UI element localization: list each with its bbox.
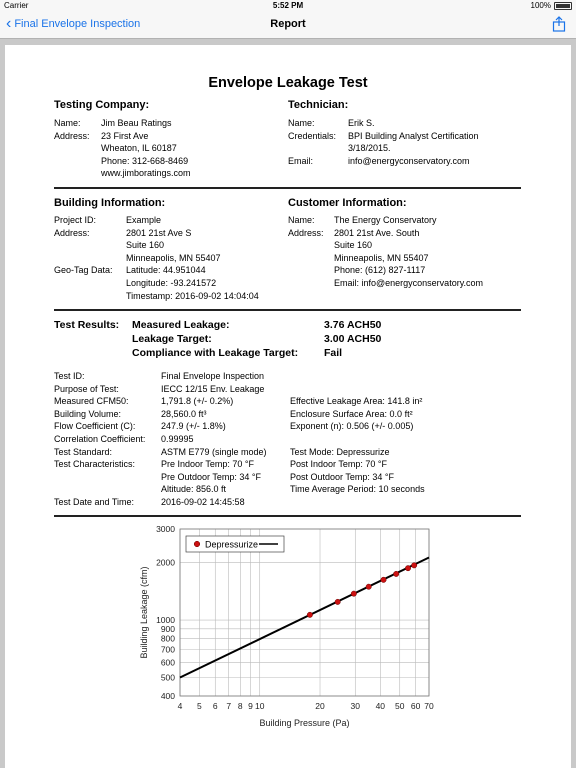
fit-line — [180, 557, 429, 677]
test-date-value: 2016-09-02 14:45:58 — [161, 497, 245, 507]
leakage-target-label: Leakage Target: — [132, 333, 212, 345]
x-tick-label: 5 — [197, 701, 202, 711]
project-id-label: Project ID: — [54, 215, 97, 225]
detail-value: 0.99995 — [161, 434, 194, 444]
leakage-chart — [5, 45, 571, 768]
status-bar — [0, 0, 576, 12]
report-title: Envelope Leakage Test — [208, 75, 368, 91]
measured-leakage-label: Measured Leakage: — [132, 319, 230, 331]
y-axis-label: Building Leakage (cfm) — [139, 566, 149, 659]
data-point — [307, 612, 312, 617]
x-tick-label: 40 — [375, 701, 386, 711]
customer-address-label: Address: — [288, 227, 324, 238]
tech-cred-label: Credentials: — [288, 130, 337, 141]
navigation-bar — [0, 12, 576, 39]
tech-email-label: Email: — [288, 155, 314, 166]
report-page — [5, 45, 571, 768]
plot-frame — [180, 529, 429, 696]
detail-label: Test Characteristics: — [54, 459, 136, 470]
carrier-label: Carrier — [4, 1, 29, 10]
detail-label: Building Volume: — [54, 408, 122, 419]
detail-value: Pre Indoor Temp: 70 °F — [161, 459, 254, 470]
tech-cred-1: BPI Building Analyst Certification — [348, 130, 479, 141]
y-tick-label: 500 — [160, 672, 175, 683]
longitude: Longitude: -93.241572 — [126, 278, 217, 288]
tc-phone: Phone: 312-668-8469 — [101, 155, 189, 166]
geo-tag-label: Geo-Tag Data: — [54, 265, 113, 276]
chart-legend — [186, 536, 284, 552]
detail-value: 1,791.8 (+/- 0.2%) — [161, 396, 234, 407]
y-tick-label: 1000 — [156, 615, 175, 626]
data-point — [351, 591, 356, 596]
measured-leakage-value: 3.76 ACH50 — [324, 319, 382, 331]
back-label: Final Envelope Inspection — [14, 18, 141, 30]
detail-label: Test ID: — [54, 371, 85, 381]
detail-label: Correlation Coefficient: — [54, 434, 146, 444]
customer-name: The Energy Conservatory — [334, 215, 437, 225]
project-id: Example — [126, 215, 162, 225]
x-tick-label: 8 — [237, 701, 243, 711]
customer-address-2: Suite 160 — [334, 240, 373, 251]
data-point — [335, 599, 340, 604]
data-point — [411, 563, 416, 568]
detail-value: 28,560.0 ft³ — [161, 408, 207, 419]
y-tick-label: 900 — [160, 623, 175, 634]
tech-name-label: Name: — [288, 118, 315, 128]
tc-address-1: 23 First Ave — [101, 130, 149, 141]
x-tick-label: 6 — [212, 701, 218, 711]
latitude: Latitude: 44.951044 — [126, 265, 206, 276]
test-date-label: Test Date and Time: — [54, 497, 135, 507]
chart-grid — [180, 529, 429, 696]
x-tick-label: 70 — [424, 701, 434, 711]
customer-name-label: Name: — [288, 215, 315, 225]
report-document — [5, 45, 571, 768]
tc-name-label: Name: — [54, 118, 81, 128]
building-address-2: Suite 160 — [126, 240, 165, 251]
detail-value: Final Envelope Inspection — [161, 371, 265, 381]
detail-right: Enclosure Surface Area: 0.0 ft² — [290, 408, 413, 419]
tech-cred-2: 3/18/2015. — [348, 143, 391, 154]
building-address-3: Minneapolis, MN 55407 — [126, 252, 221, 263]
detail-right: Time Average Period: 10 seconds — [290, 484, 425, 495]
detail-value: IECC 12/15 Env. Leakage — [161, 383, 265, 394]
detail-value: ASTM E779 (single mode) — [161, 446, 267, 457]
y-tick-label: 700 — [160, 644, 175, 655]
x-tick-label: 60 — [410, 701, 421, 711]
compliance-label: Compliance with Leakage Target: — [132, 347, 299, 359]
y-tick-label: 800 — [160, 633, 175, 644]
x-axis-label: Building Pressure (Pa) — [259, 718, 350, 728]
data-point — [381, 577, 386, 582]
customer-phone: Phone: (612) 827-1117 — [334, 265, 426, 276]
battery-percent: 100% — [530, 1, 551, 10]
detail-value: 247.9 (+/- 1.8%) — [161, 421, 226, 432]
customer-address-3: Minneapolis, MN 55407 — [334, 252, 429, 263]
detail-label: Test Standard: — [54, 446, 113, 457]
x-tick-label: 30 — [350, 701, 361, 711]
x-tick-label: 50 — [394, 701, 405, 711]
detail-right: Exponent (n): 0.506 (+/- 0.005) — [290, 421, 414, 432]
y-tick-label: 400 — [160, 691, 175, 701]
customer-email: Email: info@energyconservatory.com — [334, 278, 484, 288]
detail-label: Purpose of Test: — [54, 383, 119, 394]
x-tick-label: 10 — [254, 701, 265, 711]
detail-label: Measured CFM50: — [54, 396, 129, 407]
geo-timestamp: Timestamp: 2016-09-02 14:04:04 — [126, 290, 259, 301]
technician-heading: Technician: — [288, 99, 349, 111]
test-results-heading: Test Results: — [54, 319, 120, 331]
detail-value: Altitude: 856.0 ft — [161, 484, 227, 495]
tc-website: www.jimboratings.com — [101, 168, 191, 179]
detail-right: Post Outdoor Temp: 34 °F — [290, 471, 394, 482]
legend-label: Depressurize — [205, 539, 259, 550]
share-icon[interactable] — [552, 16, 566, 32]
building-info-heading: Building Information: — [54, 197, 166, 209]
customer-info-heading: Customer Information: — [288, 197, 407, 209]
building-address-label: Address: — [54, 227, 90, 238]
data-point — [393, 571, 398, 576]
x-tick-label: 7 — [226, 701, 232, 711]
detail-right: Post Indoor Temp: 70 °F — [290, 459, 387, 470]
chart-fit-line — [180, 557, 429, 677]
tc-address-2: Wheaton, IL 60187 — [101, 143, 177, 154]
building-address-1: 2801 21st Ave S — [126, 227, 192, 238]
data-point — [366, 584, 371, 589]
customer-address-1: 2801 21st Ave. South — [334, 227, 420, 238]
legend-marker — [194, 541, 200, 547]
leakage-target-value: 3.00 ACH50 — [324, 333, 382, 345]
detail-right: Test Mode: Depressurize — [290, 446, 390, 457]
tc-name: Jim Beau Ratings — [101, 118, 172, 128]
tech-email: info@energyconservatory.com — [348, 155, 470, 166]
data-point — [405, 565, 410, 570]
tc-address-label: Address: — [54, 130, 90, 141]
tech-name: Erik S. — [348, 118, 375, 128]
detail-right: Effective Leakage Area: 141.8 in² — [290, 396, 423, 407]
y-tick-label: 3000 — [156, 524, 175, 534]
detail-label: Flow Coefficient (C): — [54, 421, 136, 432]
nav-title: Report — [270, 18, 306, 30]
x-tick-label: 4 — [177, 701, 183, 711]
y-tick-label: 2000 — [156, 557, 175, 568]
testing-company-heading: Testing Company: — [54, 99, 150, 111]
detail-value: Pre Outdoor Temp: 34 °F — [161, 471, 261, 482]
clock: 5:52 PM — [272, 1, 304, 10]
x-tick-label: 20 — [315, 701, 325, 711]
chevron-left-icon: ‹ — [6, 15, 12, 32]
y-tick-label: 600 — [160, 657, 175, 668]
compliance-value: Fail — [324, 347, 343, 359]
x-tick-label: 9 — [248, 701, 253, 711]
battery-icon — [554, 2, 572, 10]
